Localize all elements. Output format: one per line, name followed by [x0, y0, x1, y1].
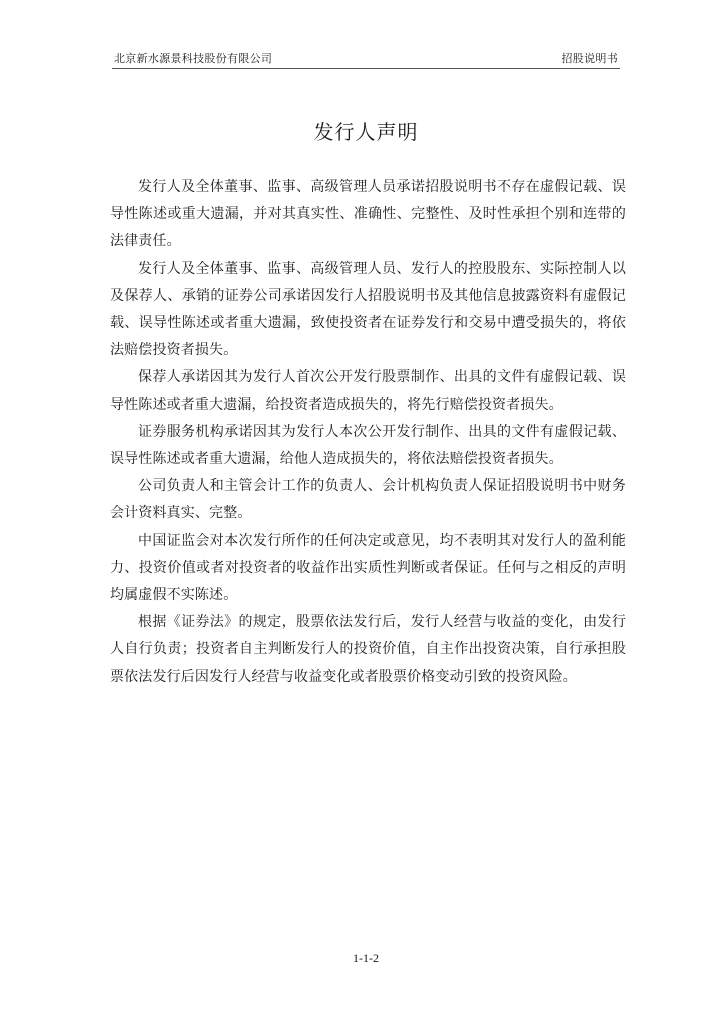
statement-body: [110, 174, 626, 691]
paragraph: 根据《证券法》的规定，股票依法发行后，发行人经营与收益的变化，由发行人自行负责；投资者自主判断发行人的投资价值，自主作出投资决策，自行承担股票依法发行后因发行人经营与收益变化或者股票价格变动引致的投资风险。: [110, 614, 626, 685]
page-number: 1-1-2: [353, 951, 379, 965]
header-company-name: 北京新水源景科技股份有限公司: [114, 52, 273, 65]
paragraph: 发行人及全体董事、监事、高级管理人员承诺招股说明书不存在虚假记载、误导性陈述或重大遗漏，并对其真实性、准确性、完整性、及时性承担个别和连带的法律责任。: [110, 179, 626, 250]
paragraph: 证券服务机构承诺因其为发行人本次公开发行制作、出具的文件有虚假记载、误导性陈述或者重大遗漏，给他人造成损失的，将依法赔偿投资者损失。: [110, 423, 626, 468]
header-divider: [112, 68, 620, 69]
page-title: 发行人声明: [313, 120, 419, 144]
paragraph: 公司负责人和主管会计工作的负责人、会计机构负责人保证招股说明书中财务会计资料真实、完整。: [110, 478, 626, 522]
page-header: [112, 50, 620, 70]
paragraph: 发行人及全体董事、监事、高级管理人员、发行人的控股股东、实际控制人以及保荐人、承销的证券公司承诺因发行人招股说明书及其他信息披露资料有虚假记载、误导性陈述或者重大遗漏，致使投资者在证券发行和交易中遭受损失的，将依法赔偿投资者损失。: [110, 260, 626, 359]
paragraph: 中国证监会对本次发行所作的任何决定或意见，均不表明其对发行人的盈利能力、投资价值或者对投资者的收益作出实质性判断或者保证。任何与之相反的声明均属虚假不实陈述。: [110, 532, 626, 604]
paragraph: 保荐人承诺因其为发行人首次公开发行股票制作、出具的文件有虚假记载、误导性陈述或者重大遗漏，给投资者造成损失的，将先行赔偿投资者损失。: [110, 369, 626, 413]
header-document-type: 招股说明书: [561, 52, 618, 65]
